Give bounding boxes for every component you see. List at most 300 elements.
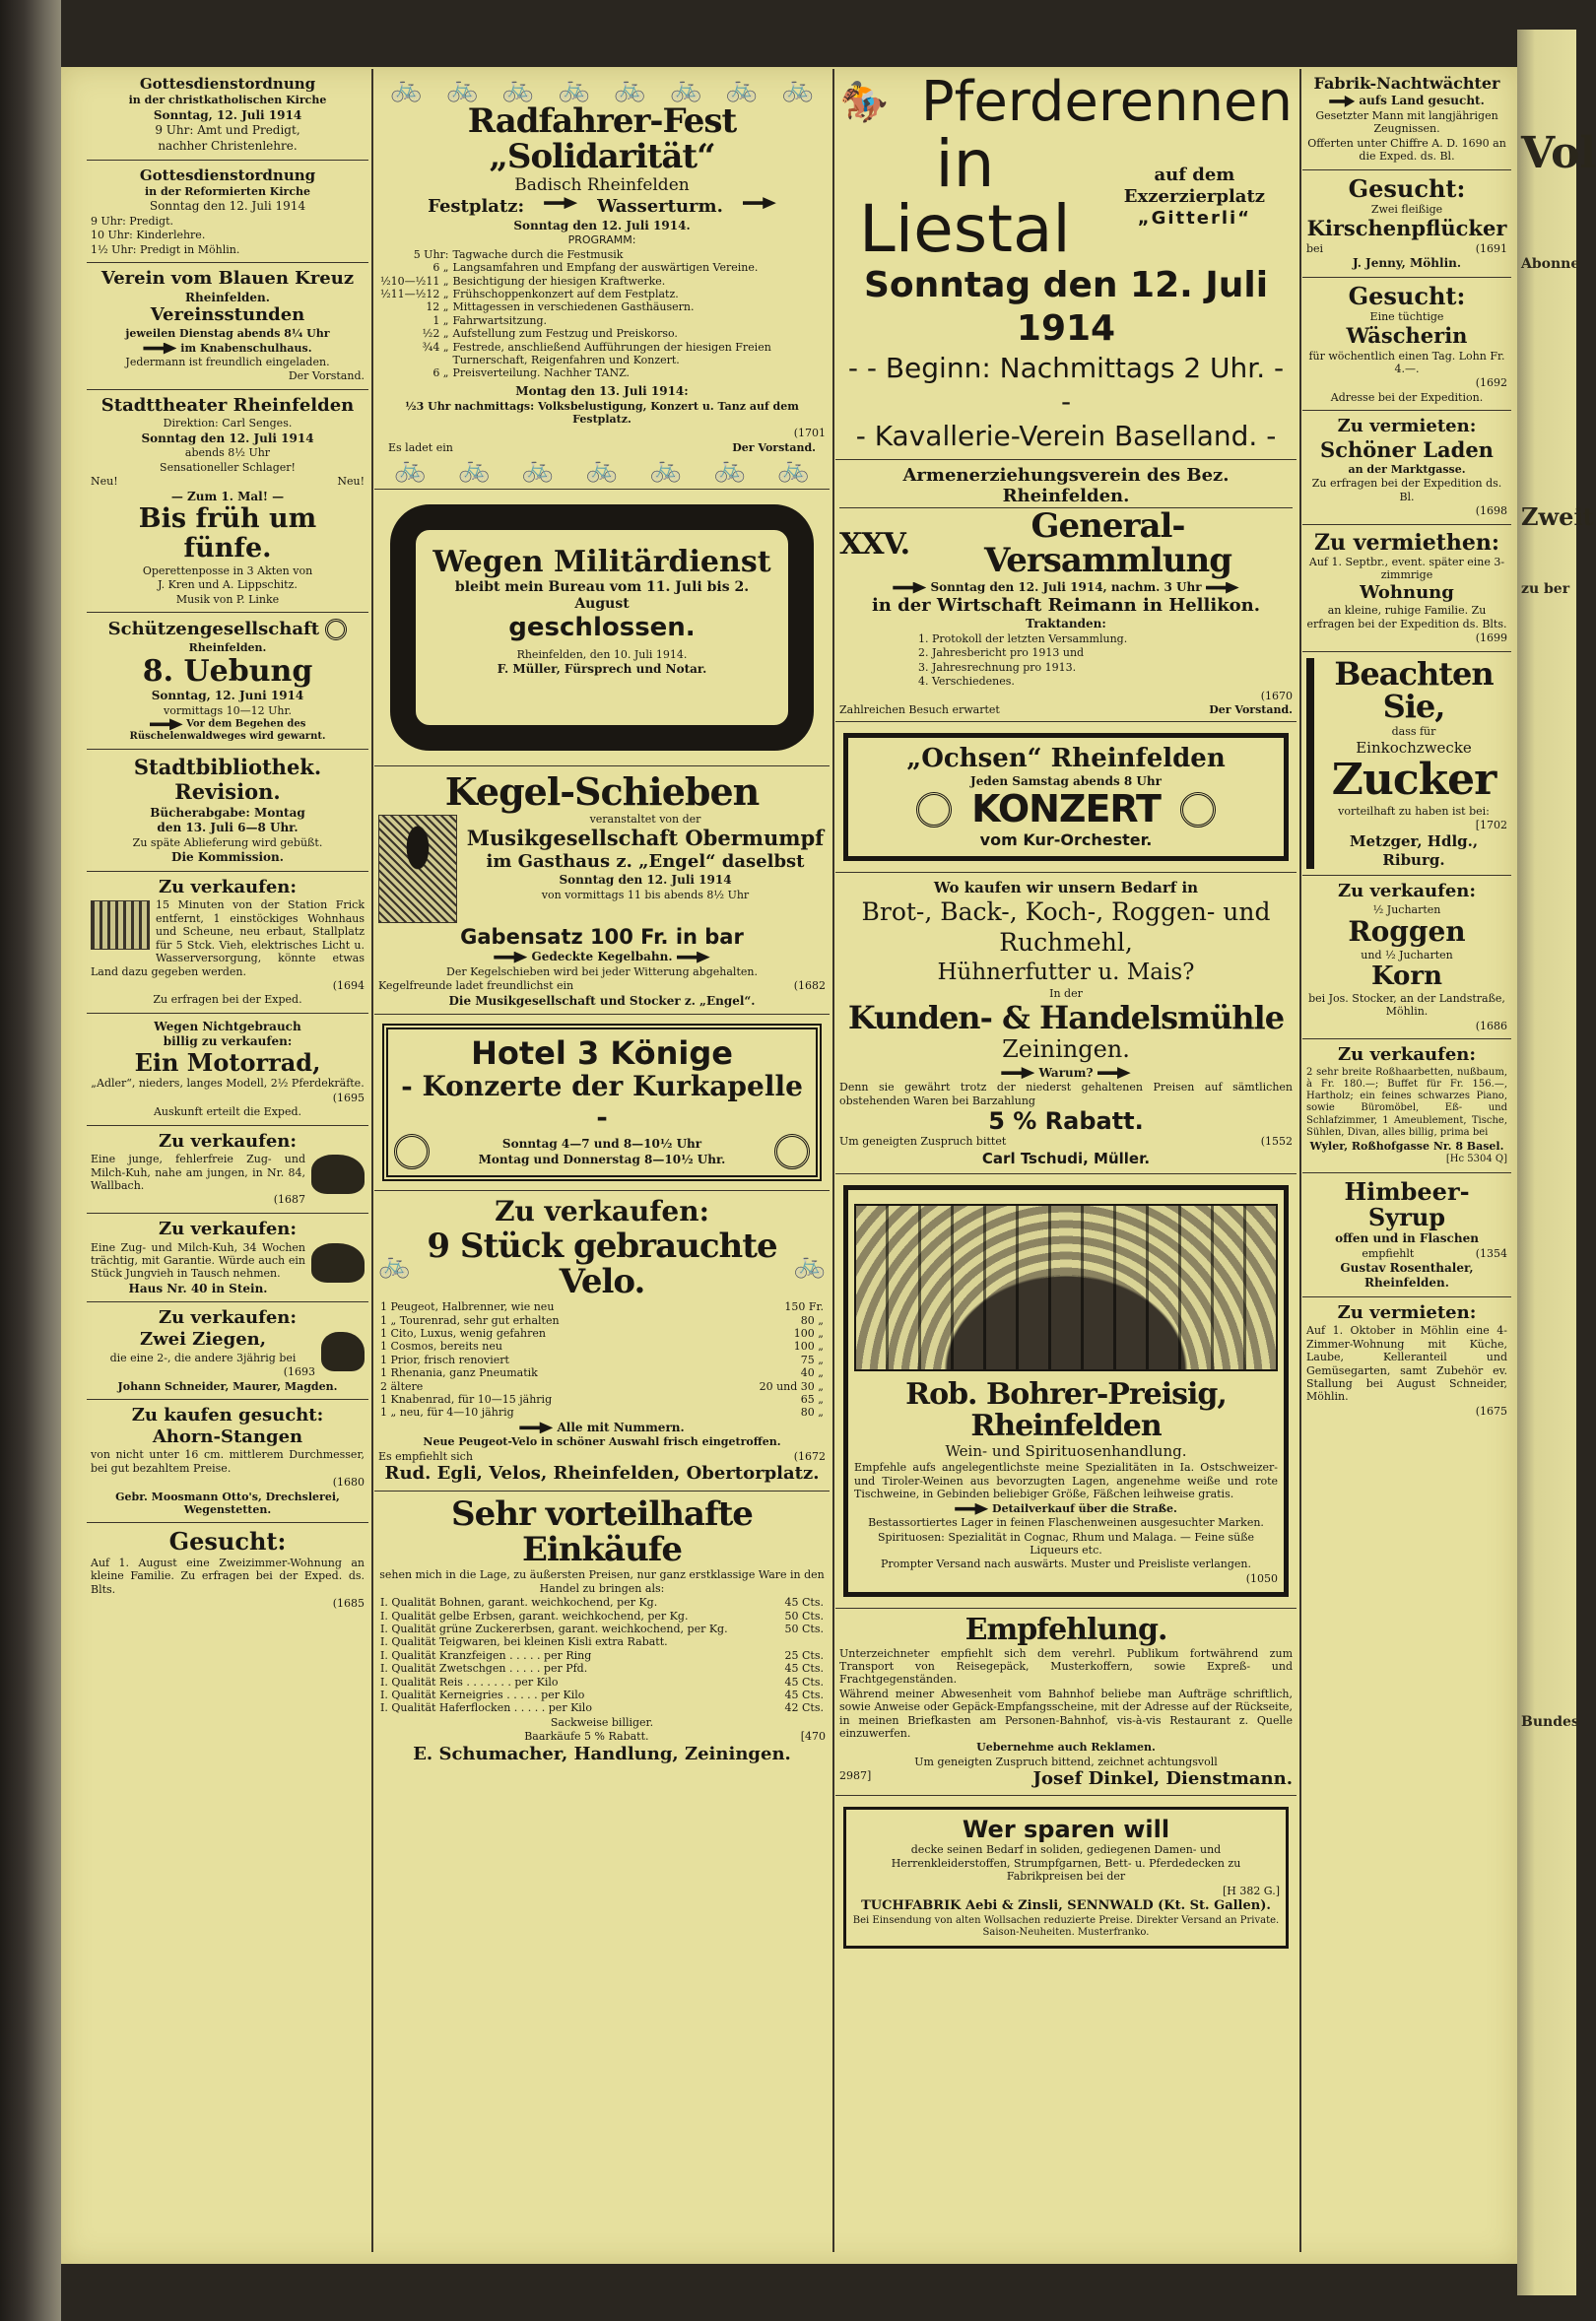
ad-motorrad	[87, 1014, 368, 1126]
table-row	[378, 288, 826, 300]
bicycle-icon: 🚲	[445, 74, 479, 103]
pointing-hand-icon	[1001, 1067, 1034, 1079]
ad-headline: Zwei Ziegen,	[139, 1329, 266, 1351]
table-cell: 6 „	[432, 366, 449, 380]
table-cell: 40 „	[800, 1366, 824, 1380]
ad-headline: 5 % Rabatt.	[988, 1107, 1144, 1136]
ad-date: Sonntag, 12. Juli 1914	[153, 107, 302, 122]
ad-headline: Wohnung	[1360, 581, 1454, 603]
ad-text: Empfehle aufs angelegentlichste meine Spezialitäten in Ia. Ostschweizer- und Tiroler-Weinen aus bevorzugten Lagen, angenehme weiße und rote Tischweine, in Gebinden beliebiger Größe, Fäßchen leihweise gratis.	[854, 1461, 1278, 1501]
table-cell: Mittagessen in verschiedenen Gasthäusern.	[452, 300, 695, 314]
program-table	[378, 248, 826, 380]
ad-text: im Knabenschulhaus.	[180, 341, 312, 355]
ad-text: Alle mit Nummern.	[557, 1420, 685, 1434]
ad-subtitle: PROGRAMM:	[567, 233, 636, 247]
ad-number: (1691	[1475, 241, 1507, 255]
ad-text: 9 Uhr: Predigt.	[91, 214, 173, 228]
ad-text: empfiehlt	[1362, 1246, 1415, 1260]
pointing-hand-icon	[494, 952, 527, 963]
ad-text: Jedermann ist freundlich eingeladen.	[125, 355, 330, 368]
table-row	[378, 327, 826, 340]
frame-box	[843, 1185, 1289, 1597]
bicycle-icon: 🚲	[521, 454, 555, 485]
next-page-fragment: Bundes	[1521, 1714, 1579, 1730]
ad-title: Zu vermieten:	[1337, 1301, 1477, 1323]
skittle-player-illustration	[378, 815, 457, 923]
ad-title: Schützengesellschaft	[107, 618, 320, 639]
ad-militaerdienst	[374, 490, 830, 766]
ad-title: Zu kaufen gesucht:	[131, 1405, 324, 1426]
ad-headline: Bis früh um fünfe.	[138, 503, 317, 564]
ad-headline: Gabensatz 100 Fr. in bar	[460, 925, 744, 950]
ad-text: Haus Nr. 40 in Stein.	[128, 1281, 268, 1295]
bicycle-icon: 🚲	[558, 74, 590, 103]
frame-box	[843, 1807, 1289, 1949]
ad-text: vormittags 10—12 Uhr.	[163, 703, 293, 717]
goat-illustration	[321, 1332, 365, 1371]
ad-date: Sonntag den 12. Juli 1914	[559, 873, 732, 888]
ad-title: Stadttheater Rheinfelden	[100, 394, 355, 416]
table-cell: 100 „	[793, 1327, 824, 1340]
ad-text: ½3 Uhr nachmittags: Volksbelustigung, Konzert u. Tanz auf dem Festplatz.	[405, 399, 799, 426]
ad-subtitle: aufs Land gesucht.	[1359, 94, 1485, 108]
bicycle-icon: 🚲	[390, 74, 423, 103]
ad-title: Zu verkaufen:	[158, 1218, 298, 1239]
ad-number: (1675	[1475, 1404, 1507, 1418]
ad-text: 15 Minuten von der Station Frick entfernt, 1 einstöckiges Wohnhaus und Scheune, neu erbaut, Stallplatz für 5 Stck. Vieh, elektrisches Licht u. Wasserversorgung, könnte etwas Land dazu gegeben werden.	[91, 898, 365, 978]
ad-signature: Josef Dinkel, Dienstmann.	[1032, 1768, 1293, 1790]
table-cell: 2 ältere	[380, 1379, 424, 1393]
ad-title: Zu verkaufen:	[1337, 1044, 1477, 1066]
ad-hotel-3-koenige	[374, 1015, 830, 1191]
ad-text: J. Kren und A. Lippschitz.	[158, 578, 298, 592]
column-rule	[1299, 69, 1301, 2252]
table-cell: I. Qualität Teigwaren, bei kleinen Kisli extra Rabatt.	[380, 1635, 668, 1649]
bicycle-icon: 🚲	[585, 454, 619, 485]
bicycle-icon: 🚲	[725, 74, 759, 103]
table-cell: ¾4 „	[422, 340, 449, 354]
table-cell: 20 und 30 „	[759, 1379, 824, 1393]
ad-vermieten-moehlin	[1302, 1297, 1511, 1425]
ad-text: Um geneigten Zuspruch bittend, zeichnet achtungsvoll	[914, 1755, 1218, 1768]
ad-text: Neu!	[337, 475, 365, 489]
ad-text: für wöchentlich einen Tag. Lohn Fr. 4.—.	[1308, 349, 1505, 375]
table-cell: 100 „	[793, 1340, 824, 1354]
bicycle-icon: 🚲	[614, 74, 646, 103]
ad-text: XXV.	[839, 526, 910, 562]
ad-text: Sonntag 4—7 und 8—10½ Uhr	[501, 1136, 702, 1151]
ad-date: Sonntag den 12. Juli 1914	[863, 265, 1269, 349]
price-table	[378, 1596, 826, 1715]
ad-title: Radfahrer-Fest „Solidarität“	[467, 101, 737, 176]
next-page-fragment: Zweit	[1521, 502, 1594, 531]
bicycle-icon: 🚲	[378, 1249, 411, 1280]
ad-title: Zu verkaufen:	[158, 1307, 298, 1329]
ad-text: Eine tüchtige	[1369, 310, 1444, 323]
ad-subtitle: offen und in Flaschen	[1335, 1231, 1479, 1246]
list-item: 4. Verschiedenes.	[918, 675, 1015, 689]
ad-signature: Die Kommission.	[171, 850, 284, 865]
ad-empfehlung	[835, 1609, 1297, 1796]
pointing-hand-icon	[150, 718, 183, 730]
house-illustration	[91, 900, 150, 950]
table-cell: I. Qualität Reis . . . . . . . per Kilo	[380, 1675, 559, 1689]
ad-title: Gesucht:	[1348, 281, 1466, 310]
ad-title: Zu vermieten:	[1337, 416, 1477, 437]
ad-number: (1552	[1260, 1135, 1293, 1149]
ad-date: Sonntag den 12. Juli 1914, nachm. 3 Uhr	[930, 580, 1202, 595]
ad-headline: Kirschenpflücker	[1306, 216, 1507, 241]
pointing-hand-icon	[743, 197, 776, 209]
list-item: 3. Jahresrechnung pro 1913.	[918, 660, 1077, 674]
table-cell: 1 „ neu, für 4—10 jährig	[380, 1406, 514, 1420]
frame-box	[843, 733, 1289, 861]
table-row	[378, 1340, 826, 1353]
table-cell: Fahrwartsitzung.	[452, 313, 548, 327]
wine-cellar-illustration	[854, 1204, 1278, 1371]
ad-text: Rheinfelden.	[188, 640, 267, 654]
ad-title: Empfehlung.	[964, 1613, 1167, 1648]
ad-signature: Der Vorstand.	[1209, 703, 1293, 716]
ad-title: Gesucht:	[168, 1527, 287, 1557]
ad-text: Musik von P. Linke	[175, 592, 280, 606]
ad-number: (1682	[793, 979, 826, 993]
ad-text: - Kavallerie-Verein Baselland. -	[855, 420, 1277, 453]
ad-number: (1687	[273, 1193, 305, 1207]
table-cell: 80 „	[800, 1406, 824, 1420]
ad-title: Beachten Sie,	[1334, 654, 1494, 726]
table-row	[378, 1406, 826, 1419]
ad-title: Kunden- & Handelsmühle	[847, 998, 1285, 1036]
ad-text: Auf 1. Oktober in Möhlin eine 4-Zimmer-Wohnung mit Küche, Laube, Kelleranteil und Gemüsegarten, samt Zubehör ev. Stallung bei August Schneider, Möhlin.	[1306, 1324, 1507, 1404]
pointing-hand-icon	[143, 343, 176, 355]
table-cell: Langsamfahren und Empfang der auswärtigen Vereine.	[452, 261, 759, 275]
table-cell: 1 „	[432, 313, 449, 327]
ad-text: Eine junge, fehlerfreie Zug- und Milch-Kuh, nahe am jungen, in Nr. 84, Wallbach.	[91, 1153, 305, 1193]
ad-headline: Hühnerfutter u. Mais?	[937, 960, 1195, 986]
bicycle-border	[378, 74, 826, 103]
ad-headline: geschlossen.	[508, 613, 696, 643]
table-row	[378, 1689, 826, 1701]
table-row	[378, 275, 826, 288]
ad-bohrer-preisig	[835, 1174, 1297, 1609]
ad-text: Uebernehme auch Reklamen.	[976, 1741, 1156, 1755]
pointing-hand-icon	[544, 197, 577, 209]
ad-text: an kleine, ruhige Familie. Zu erfragen bei der Expedition ds. Blts.	[1306, 604, 1507, 630]
pointing-hand-icon	[519, 1422, 553, 1433]
ad-title: Armenerziehungsverein des Bez. Rheinfelden.	[839, 466, 1293, 507]
ad-headline: 8. Uebung	[142, 654, 313, 690]
ad-text: Denn sie gewährt trotz der niederst gehaltenen Preisen auf sämtlichen obstehenden Waren bei Barzahlung	[839, 1081, 1293, 1107]
table-cell: 5 Uhr:	[413, 247, 449, 261]
ad-signature: Der Vorstand.	[732, 440, 816, 454]
ad-text: Spirituosen: Spezialität in Cognac, Rhum und Malaga. — Feine süße Liqueurs etc.	[877, 1530, 1255, 1557]
table-row	[378, 1610, 826, 1623]
pointing-hand-icon	[1097, 1067, 1131, 1079]
ad-date: Sonntag den 12. Juli 1914.	[513, 218, 691, 232]
table-row	[378, 1366, 826, 1379]
column-1	[87, 69, 368, 2252]
ad-ochsen	[835, 722, 1297, 873]
ad-gottesdienst-ref	[87, 161, 368, 264]
ad-text: in der Wirtschaft Reimann in Hellikon.	[871, 594, 1261, 616]
ad-text: Operettenposse in 3 Akten von	[142, 564, 313, 577]
ad-text: 9 Uhr: Amt und Predigt,	[155, 123, 300, 138]
ad-text: Wasserturm.	[597, 196, 723, 218]
table-cell: Aufstellung zum Festzug und Preiskorso.	[452, 327, 678, 341]
ad-verkaufen-haus	[87, 872, 368, 1014]
table-row	[378, 1623, 826, 1635]
ad-signature: TUCHFABRIK Aebi & Zinsli, SENNWALD (Kt. St. Gallen).	[861, 1897, 1271, 1913]
ad-subtitle: billig zu verkaufen:	[163, 1034, 293, 1049]
bicycle-icon: 🚲	[394, 454, 427, 485]
ad-text: Detailverkauf über die Straße.	[992, 1501, 1177, 1515]
ad-number: [H 382 G.]	[1222, 1884, 1280, 1897]
ad-signature: Gebr. Moosmann Otto's, Drechslerei, Wegenstetten.	[115, 1490, 340, 1517]
ad-text: 1½ Uhr: Predigt in Möhlin.	[91, 242, 240, 256]
table-cell: 65 „	[800, 1393, 824, 1407]
table-cell: I. Qualität Kerneigries . . . . . per Kilo	[380, 1689, 585, 1701]
ad-text: Wo kaufen wir unsern Bedarf in	[933, 879, 1199, 897]
ad-headline: Roggen	[1348, 915, 1466, 949]
table-cell: ½11—½12 „	[380, 288, 449, 301]
table-cell: I. Qualität Zwetschgen . . . . . per Pfd.	[380, 1662, 588, 1676]
ad-headline: Ein Motorrad,	[134, 1047, 321, 1077]
ad-text: Festplatz:	[428, 196, 525, 218]
ad-title: Zu verkaufen:	[158, 1130, 298, 1152]
table-row	[378, 1635, 826, 1648]
ad-signature: Metzger, Hdlg., Riburg.	[1349, 832, 1479, 869]
ad-title: Stadtbibliothek.	[133, 755, 322, 780]
ad-text: Gesetzter Mann mit langjährigen Zeugnissen.	[1315, 109, 1498, 136]
ad-text: abends 8½ Uhr	[184, 446, 271, 460]
ad-text: die eine 2-, die andere 3jährig bei	[109, 1351, 297, 1364]
ad-verkaufen-kuh	[87, 1126, 368, 1214]
column-rule	[371, 69, 373, 2252]
ad-waescherin	[1302, 278, 1511, 412]
next-page-edge	[1517, 30, 1596, 2295]
ad-wohnung	[1302, 525, 1511, 652]
ad-text: Eine Zug- und Milch-Kuh, 34 Wochen trächtig, mit Garantie. Würde auch ein Stück Jungvieh in Tausch nehmen.	[91, 1240, 305, 1281]
ad-title: Gesucht:	[1348, 173, 1466, 203]
ad-einkaeufe	[374, 1492, 830, 1770]
ad-signature: Carl Tschudi, Müller.	[981, 1149, 1151, 1167]
table-cell: 80 „	[800, 1313, 824, 1327]
ad-text: 10 Uhr: Kinderlehre.	[91, 229, 206, 242]
ad-text: Sackweise billiger.	[550, 1715, 654, 1729]
table-row	[378, 1300, 826, 1313]
ad-text: Zwei fleißige	[1370, 203, 1443, 217]
table-cell: ½2 „	[422, 327, 449, 341]
ad-text: Rheinfelden.	[185, 290, 270, 304]
ad-headline: KONZERT	[971, 786, 1161, 830]
bicycle-icon: 🚲	[458, 454, 491, 485]
ad-text: im Gasthaus z. „Engel“ daselbst	[486, 850, 805, 872]
ad-number: (1050	[1245, 1571, 1278, 1585]
ad-date: Sonntag, 12. Juni 1914	[151, 689, 304, 703]
ad-text: bei	[1306, 241, 1324, 255]
table-cell: I. Qualität grüne Zuckererbsen, garant. weichkochend, per Kg.	[380, 1622, 728, 1635]
ad-verkaufen-kuh-2	[87, 1214, 368, 1303]
ad-kegelschieben	[374, 766, 830, 1015]
ad-date: Rheinfelden, den 10. Juli 1914.	[516, 647, 688, 661]
ad-stadtbibliothek	[87, 750, 368, 872]
ad-number: [Hc 5304 Q]	[1445, 1154, 1507, 1165]
table-cell: 1 „ Tourenrad, sehr gut erhalten	[380, 1313, 560, 1327]
next-page-fragment: Vol	[1521, 128, 1596, 178]
table-row	[378, 1380, 826, 1393]
ad-title: Zu verkaufen:	[1337, 881, 1477, 902]
ad-title: Wer sparen will	[962, 1815, 1170, 1843]
table-cell: 45 Cts.	[784, 1662, 824, 1676]
ad-text: Der Kegelschieben wird bei jeder Witterung abgehalten.	[446, 964, 758, 978]
ad-schuetzen	[87, 613, 368, 750]
column-rule	[832, 69, 834, 2252]
table-cell: I. Qualität Kranzfeigen . . . . . per Ring	[380, 1648, 592, 1662]
ad-subtitle: Traktanden:	[1026, 617, 1106, 631]
ad-gesucht-wohnung	[87, 1523, 368, 1616]
ad-text: Einkochzwecke	[1356, 739, 1472, 758]
column-3	[835, 69, 1297, 2252]
ad-headline: - Konzerte der Kurkapelle -	[401, 1070, 803, 1134]
ad-headline: Schöner Laden	[1320, 436, 1494, 462]
ad-zucker	[1302, 652, 1511, 876]
table-row	[378, 300, 826, 313]
ad-number: (1354	[1475, 1246, 1507, 1260]
next-page-fragment: Abonne	[1521, 256, 1580, 272]
ad-text: Um geneigten Zuspruch bittet	[839, 1135, 1007, 1149]
table-row	[378, 1314, 826, 1327]
table-row	[378, 1701, 826, 1714]
ad-text: nachher Christenlehre.	[158, 138, 298, 153]
table-cell: 1 Knabenrad, für 10—15 jährig	[380, 1393, 553, 1407]
ad-kirschenpfluecker	[1302, 170, 1511, 278]
ad-text: Zeiningen.	[1002, 1035, 1130, 1064]
ad-headline: Revision.	[174, 779, 281, 805]
ad-headline: in Liestal	[859, 126, 1071, 267]
ad-headline: 9 Stück gebrauchte Velo.	[427, 1226, 777, 1301]
ad-text: Bücherabgabe: Montag	[150, 805, 305, 820]
ad-ahorn	[87, 1400, 368, 1523]
ad-text: Direktion: Carl Senges.	[163, 417, 293, 431]
ad-number: (1694	[332, 978, 365, 992]
table-row	[378, 1676, 826, 1689]
ornament-icon	[1180, 792, 1216, 828]
bicycle-icon: 🚲	[793, 1249, 826, 1280]
horse-rider-icon: 🏇	[839, 79, 889, 125]
ad-moebel	[1302, 1039, 1511, 1172]
ad-ziegen	[87, 1302, 368, 1400]
ad-text: Offerten unter Chiffre A. D. 1690 an die Exped. ds. Bl.	[1307, 136, 1506, 164]
table-cell: Festrede, anschließend Aufführungen der hiesigen Freien Turnerschaft, Reigenfahren und Konzert.	[452, 340, 771, 367]
ad-text: Neue Peugeot-Velo in schöner Auswahl frisch eingetroffen.	[423, 1435, 781, 1449]
table-row	[378, 366, 826, 379]
ad-text: Warum?	[1038, 1065, 1094, 1080]
ad-title: Kegel-Schieben	[444, 769, 760, 815]
ad-signature: Wyler, Roßhofgasse Nr. 8 Basel.	[1309, 1139, 1504, 1153]
pointing-hand-icon	[955, 1503, 988, 1515]
ad-text: Baarkäufe 5 % Rabatt.	[524, 1730, 649, 1744]
ad-text: dass für	[1391, 724, 1436, 738]
table-cell: 42 Cts.	[784, 1701, 824, 1715]
table-cell: 45 Cts.	[784, 1689, 824, 1701]
ad-title: Zu verkaufen:	[495, 1195, 709, 1228]
column-2	[374, 69, 830, 2252]
ad-text: Auf 1. Septbr., event. später eine 3-zimmrige	[1308, 555, 1505, 582]
table-row	[378, 261, 826, 274]
table-cell: Preisverteilung. Nachher TANZ.	[452, 366, 631, 380]
ad-title: Sehr vorteilhafte Einkäufe	[451, 1493, 753, 1569]
table-row	[378, 1393, 826, 1406]
ad-title: Rob. Bohrer-Preisig, Rheinfelden	[905, 1377, 1227, 1443]
frame-box	[390, 504, 814, 751]
ornament-icon	[916, 792, 952, 828]
list-item: 2. Jahresbericht pro 1913 und	[918, 646, 1085, 660]
ad-text: In der	[1049, 987, 1083, 1001]
bicycle-icon: 🚲	[713, 454, 746, 485]
ad-number: [470	[800, 1730, 826, 1744]
ad-date: Sonntag den 12. Juli 1914	[141, 431, 314, 445]
ad-blaues-kreuz	[87, 263, 368, 390]
ad-roggen	[1302, 876, 1511, 1039]
ad-number: (1695	[332, 1091, 365, 1104]
ad-text: Bei Einsendung von alten Wollsachen reduzierte Preise. Direkter Versand an Private. Saison-Neuheiten. Musterfranko.	[852, 1914, 1280, 1939]
ad-text: Während meiner Abwesenheit vom Bahnhof beliebe man Aufträge schriftlich, sowie Anweise oder Gepäck-Empfangsscheine, mit der Adresse auf der Rückseite, in meinen Briefkasten am Personen-Bahnhof, vis-à-vis Restaurant z. Quelle einzuwerfen.	[839, 1687, 1293, 1741]
ad-text: veranstaltet von der	[589, 813, 701, 827]
table-cell: 1 Cito, Luxus, wenig gefahren	[380, 1327, 546, 1340]
ad-signature: Die Musikgesellschaft und Stocker z. „Engel“.	[448, 993, 756, 1008]
ad-text: Zu erfragen bei der Expedition ds. Bl.	[1311, 477, 1502, 503]
table-cell: 45 Cts.	[784, 1596, 824, 1610]
ad-text: Jeden Samstag abends 8 Uhr	[970, 774, 1162, 788]
ad-title: Gottesdienstordnung	[139, 75, 316, 93]
ad-headline: Brot-, Back-, Koch-, Roggen- und Ruchmehl,	[861, 897, 1271, 957]
price-table	[378, 1300, 826, 1420]
table-cell: Besichtigung der hiesigen Kraftwerke.	[452, 274, 666, 288]
ad-text: in der christkatholischen Kirche	[128, 94, 327, 107]
ad-subtitle: Badisch Rheinfelden	[514, 175, 690, 196]
ad-velo	[374, 1191, 830, 1492]
bicycle-icon: 🚲	[669, 74, 702, 103]
table-cell: 12 „	[426, 300, 449, 314]
ad-text: von nicht unter 16 cm. mittlerem Durchmesser, bei gut bezahltem Preise.	[91, 1448, 365, 1475]
ad-number: (1672	[793, 1449, 826, 1463]
table-cell: 6 „	[432, 261, 449, 275]
ad-text: Sensationeller Schlager!	[160, 460, 296, 474]
ad-title: Verein vom Blauen Kreuz	[100, 268, 355, 290]
ad-text: Zu späte Ablieferung wird gebüßt.	[132, 835, 323, 849]
ad-laden	[1302, 411, 1511, 524]
ad-title: Zu verkaufen:	[158, 876, 298, 897]
ad-text: Vor dem Begehen des Rüschelenwaldweges wird gewarnt.	[129, 718, 326, 743]
ad-text: vom Kur-Orchester.	[979, 829, 1153, 849]
table-cell: Frühschoppenkonzert auf dem Festplatz.	[452, 288, 679, 301]
ad-text: Zu erfragen bei der Exped.	[153, 993, 302, 1007]
table-cell: 1 Rhenania, ganz Pneumatik	[380, 1366, 538, 1380]
ad-title: „Ochsen“ Rheinfelden	[906, 744, 1226, 774]
table-cell: 25 Cts.	[784, 1648, 824, 1662]
table-cell: I. Qualität Haferflocken . . . . . per Kilo	[380, 1701, 592, 1715]
ad-text: „Adler“, nieders, langes Modell, 2½ Pferdekräfte.	[91, 1077, 365, 1091]
ad-gottesdienst-kath	[87, 69, 368, 161]
ad-number: [1702	[1475, 819, 1507, 832]
ad-title: Hotel 3 Könige	[471, 1034, 733, 1073]
ad-number: (1701	[793, 427, 826, 440]
table-row	[378, 248, 826, 261]
ad-text: von vormittags 11 bis abends 8½ Uhr	[541, 888, 750, 901]
ad-muehle	[835, 873, 1297, 1174]
ad-date: Sonntag den 12. Juli 1914	[149, 199, 306, 214]
